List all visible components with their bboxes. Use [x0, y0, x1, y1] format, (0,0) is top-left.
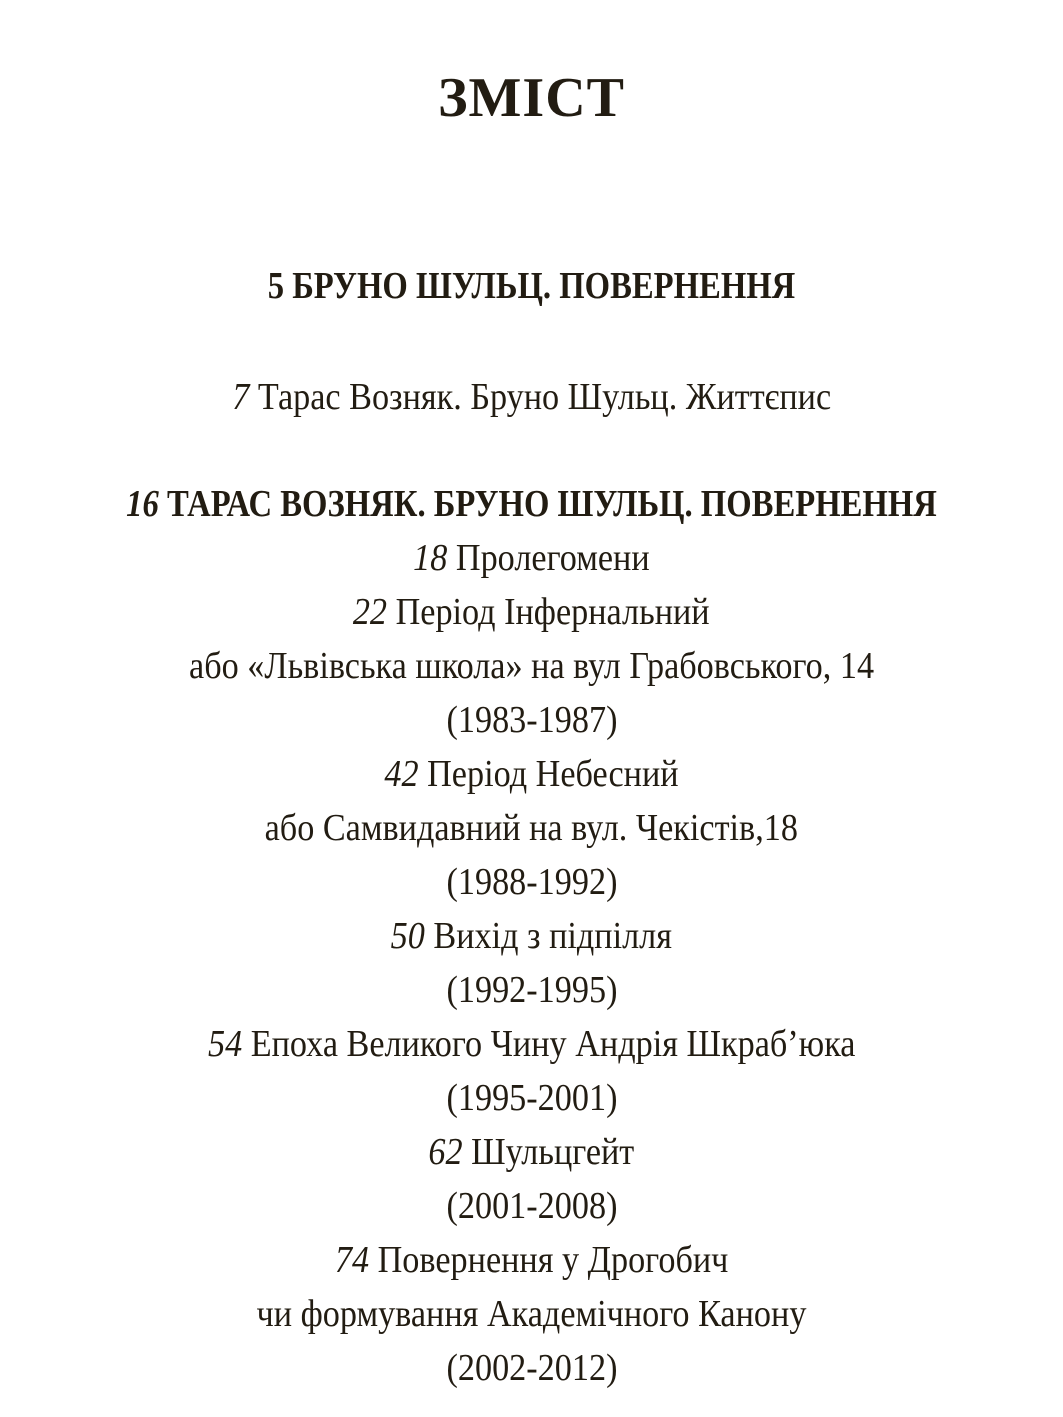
toc-entry: [0, 1020, 1063, 1068]
toc-entry-continuation: [0, 1290, 1063, 1338]
toc-entry-text: Період Інфернальний: [395, 591, 710, 633]
toc-entry-text: (1995-2001): [446, 1077, 617, 1119]
toc-entry-years: [0, 696, 1063, 744]
page-title: ЗМІСТ: [438, 67, 625, 129]
toc-entry-text: Вихід з підпілля: [433, 915, 673, 957]
toc-page-number: 5: [267, 265, 285, 307]
toc-page-number: 62: [428, 1131, 463, 1173]
toc-entry: [0, 1236, 1063, 1284]
toc-entry-continuation: [0, 642, 1063, 690]
toc-page-number: 50: [390, 915, 426, 957]
toc-entry-text: (2001-2008): [446, 1185, 617, 1227]
toc-entry-text: Період Небесний: [427, 753, 679, 795]
toc-entry-text: (1992-1995): [446, 969, 617, 1011]
toc-entry-text: чи формування Академічного Канону: [256, 1293, 807, 1335]
toc-entry: [0, 1128, 1063, 1176]
toc-page-number: 74: [334, 1239, 369, 1281]
toc-entry-years: [0, 1182, 1063, 1230]
toc-entry: [0, 588, 1063, 636]
toc-page-number: 7: [232, 376, 250, 418]
toc-entry-text: (2002-2012): [446, 1347, 617, 1389]
toc-section-text: БРУНО ШУЛЬЦ. ПОВЕРНЕННЯ: [292, 265, 796, 307]
toc-entry: [0, 912, 1063, 960]
toc-entry-years: [0, 1344, 1063, 1392]
toc-entry: [0, 750, 1063, 798]
toc-entry-text: (1983-1987): [446, 699, 617, 741]
toc-page-number: 22: [353, 591, 388, 633]
toc-entry-text: або «Львівська школа» на вул Грабовського, 14: [188, 645, 874, 687]
toc-entry-bold: [74, 480, 988, 528]
toc-section-heading: [74, 262, 988, 310]
toc-entry-text: Епоха Великого Чину Андрія Шкраб’юка: [250, 1023, 856, 1065]
toc-page-number: 42: [384, 753, 419, 795]
toc-page-number: 18: [413, 537, 448, 579]
toc-entry-text: або Самвидавний на вул. Чекістів,18: [264, 807, 799, 849]
toc-entry-text: Пролегомени: [455, 537, 650, 579]
toc-page-number: 54: [207, 1023, 242, 1065]
toc-entry-years: [0, 1074, 1063, 1122]
toc-page-number: 16: [126, 483, 159, 525]
toc-entry: [0, 373, 1063, 421]
toc-entry-continuation: [0, 804, 1063, 852]
toc-entry-years: [0, 966, 1063, 1014]
toc-entry-text: Тарас Возняк. Бруно Шульц. Життєпис: [257, 376, 831, 418]
toc-entry-text: Шульцгейт: [471, 1131, 635, 1173]
toc-entry-text: ТАРАС ВОЗНЯК. БРУНО ШУЛЬЦ. ПОВЕРНЕННЯ: [166, 483, 937, 525]
toc-entry-text: Повернення у Дрогобич: [377, 1239, 729, 1281]
toc-entry-text: (1988-1992): [446, 861, 617, 903]
toc-entry: [0, 534, 1063, 582]
toc-entry-years: [0, 858, 1063, 906]
